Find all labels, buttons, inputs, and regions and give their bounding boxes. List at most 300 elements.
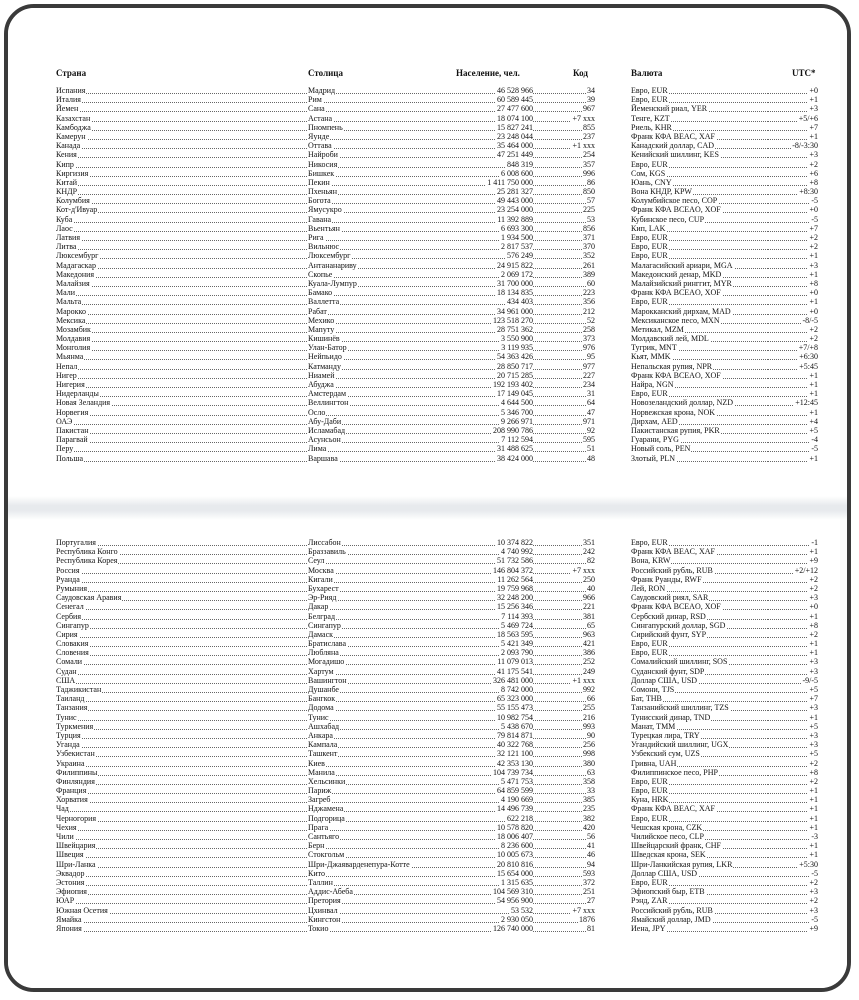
capital-cell-text: Подгорица	[308, 813, 345, 823]
country-cell	[56, 823, 308, 832]
capital-cell-text: Братислава	[308, 639, 347, 649]
country-cell-text: Испания	[56, 86, 86, 95]
capital-cell	[308, 713, 458, 722]
population-cell-text: 23 248 044	[497, 131, 533, 141]
country-cell-text: США	[56, 675, 76, 685]
table-row	[8, 196, 847, 205]
capital-cell-text: Любляна	[308, 648, 339, 658]
utc-cell-text: -8/-3:30	[792, 141, 818, 151]
currency-cell-text: Саудовский риял, SAR	[631, 593, 709, 603]
capital-cell-text: Претория	[308, 896, 341, 906]
utc-cell-text: +3	[809, 905, 818, 915]
code-cell	[533, 362, 595, 371]
code-cell-text: 1876	[579, 914, 595, 924]
population-cell	[458, 316, 533, 325]
country-cell	[56, 850, 308, 859]
population-cell-text: 15 654 000	[497, 868, 533, 878]
code-cell	[533, 538, 595, 547]
utc-cell-text: +2/+12	[794, 565, 818, 575]
utc-cell	[768, 869, 818, 878]
code-cell	[533, 639, 595, 648]
country-cell-text: Перу	[56, 444, 74, 454]
capital-cell-text: Веллингтон	[308, 398, 349, 408]
utc-cell	[768, 104, 818, 113]
population-cell	[458, 759, 533, 768]
utc-cell-text: +1	[809, 648, 818, 658]
country-cell	[56, 915, 308, 924]
code-cell-text: 237	[583, 131, 595, 141]
currency-cell	[631, 132, 768, 141]
currency-cell	[631, 556, 768, 565]
utc-cell	[768, 398, 818, 407]
currency-cell	[631, 832, 768, 841]
table-row	[8, 850, 847, 859]
country-cell	[56, 325, 308, 334]
country-cell	[56, 95, 308, 104]
utc-cell	[768, 841, 818, 850]
utc-cell	[768, 279, 818, 288]
country-cell-text: Нидерланды	[56, 389, 99, 399]
population-cell	[458, 740, 533, 749]
capital-cell-text: Париж	[308, 786, 332, 796]
country-cell-text: Пакистан	[56, 425, 89, 435]
utc-cell-text: +2	[809, 896, 818, 906]
currency-cell	[631, 242, 768, 251]
capital-cell	[308, 694, 458, 703]
table-row	[8, 242, 847, 251]
capital-cell	[308, 749, 458, 758]
table-row	[8, 547, 847, 556]
code-cell-text: 31	[587, 389, 595, 399]
code-cell	[533, 804, 595, 813]
currency-cell	[631, 777, 768, 786]
utc-cell-text: +1	[809, 370, 818, 380]
country-cell-text: Малайзия	[56, 278, 90, 288]
currency-cell	[631, 749, 768, 758]
population-cell-text: 65 323 000	[497, 694, 533, 704]
currency-cell	[631, 759, 768, 768]
population-cell-text: 47 251 449	[497, 150, 533, 160]
capital-cell	[308, 205, 458, 214]
code-cell-text: 60	[587, 278, 595, 288]
currency-cell-text: Сирийский фунт, SYP	[631, 629, 707, 639]
currency-cell	[631, 169, 768, 178]
population-cell-text: 5 469 724	[501, 620, 533, 630]
code-cell-text: 256	[583, 740, 595, 750]
capital-cell-text: Варшава	[308, 453, 338, 463]
population-cell	[458, 694, 533, 703]
country-cell	[56, 316, 308, 325]
code-cell-text: 56	[587, 832, 595, 841]
population-cell	[458, 804, 533, 813]
code-cell-text: 381	[583, 611, 595, 621]
utc-cell	[768, 417, 818, 426]
population-cell	[458, 584, 533, 593]
currency-cell	[631, 288, 768, 297]
population-cell-text: 9 266 971	[501, 416, 533, 426]
capital-cell-text: Эр-Рияд	[308, 593, 337, 603]
code-cell	[533, 417, 595, 426]
country-cell	[56, 731, 308, 740]
country-cell	[56, 924, 308, 933]
code-cell-text: 52	[587, 315, 595, 325]
population-cell	[458, 566, 533, 575]
table-row	[8, 389, 847, 398]
population-cell-text: 60 589 445	[497, 95, 533, 105]
utc-cell-text: +1	[809, 131, 818, 141]
population-cell-text: 10 982 754	[497, 712, 533, 722]
currency-cell-text: Угандийский шиллинг, UGX	[631, 740, 729, 750]
code-cell	[533, 242, 595, 251]
population-cell	[458, 435, 533, 444]
code-cell-text: 90	[587, 730, 595, 740]
currency-cell	[631, 343, 768, 352]
utc-cell	[768, 114, 818, 123]
code-cell-text: +7 xxx	[572, 565, 595, 575]
currency-cell-text: Ямайский доллар, JMD	[631, 914, 711, 924]
capital-cell-text: Таллин	[308, 877, 333, 887]
population-cell	[458, 768, 533, 777]
currency-cell-text: Канадский доллар, CAD	[631, 141, 715, 151]
currency-cell-text: Сомалийский шиллинг, SOS	[631, 657, 728, 667]
capital-cell	[308, 657, 458, 666]
country-cell	[56, 538, 308, 547]
currency-cell	[631, 307, 768, 316]
utc-cell	[768, 887, 818, 896]
country-cell	[56, 777, 308, 786]
population-cell-text: 20 715 285	[497, 370, 533, 380]
code-cell	[533, 444, 595, 453]
country-cell	[56, 205, 308, 214]
table-row	[8, 352, 847, 361]
utc-cell	[768, 814, 818, 823]
capital-cell-text: Дамаск	[308, 629, 334, 639]
code-cell	[533, 270, 595, 279]
population-cell-text: 32 248 200	[497, 593, 533, 603]
utc-cell-text: +0	[809, 306, 818, 316]
country-cell-text: Туркмения	[56, 721, 94, 731]
capital-cell-text: Осло	[308, 407, 326, 417]
currency-cell-text: Франк КФА BCEAO, XOF	[631, 370, 721, 380]
currency-cell-text: Чилийское песо, CLP	[631, 832, 704, 841]
currency-cell	[631, 352, 768, 361]
table-row	[8, 150, 847, 159]
country-cell-text: Чад	[56, 804, 69, 814]
population-cell	[458, 667, 533, 676]
table-row	[8, 878, 847, 887]
country-cell	[56, 804, 308, 813]
capital-cell-text: Ашхабад	[308, 721, 340, 731]
population-cell	[458, 242, 533, 251]
country-cell-text: Йемен	[56, 104, 79, 114]
population-cell	[458, 380, 533, 389]
country-cell	[56, 343, 308, 352]
country-cell	[56, 150, 308, 159]
country-cell	[56, 795, 308, 804]
currency-cell	[631, 804, 768, 813]
utc-cell	[768, 547, 818, 556]
country-cell-text: Непал	[56, 361, 78, 371]
code-cell-text: 46	[587, 850, 595, 860]
code-cell-text: 249	[583, 666, 595, 676]
population-cell-text: 28 751 362	[497, 324, 533, 334]
utc-cell	[768, 408, 818, 417]
population-cell	[458, 850, 533, 859]
code-cell-text: +1 xxx	[572, 141, 595, 151]
capital-cell-text: Исламабад	[308, 425, 346, 435]
currency-cell	[631, 297, 768, 306]
country-cell	[56, 435, 308, 444]
capital-cell-text: Кишинёв	[308, 334, 340, 344]
country-cell	[56, 657, 308, 666]
utc-cell-text: +7/+8	[798, 343, 818, 353]
country-cell	[56, 612, 308, 621]
capital-cell-text: Мехико	[308, 315, 335, 325]
country-cell	[56, 196, 308, 205]
page-bottom	[8, 520, 847, 992]
table-row	[8, 454, 847, 463]
population-cell	[458, 621, 533, 630]
table-row	[8, 731, 847, 740]
code-cell	[533, 869, 595, 878]
code-cell	[533, 740, 595, 749]
utc-cell	[768, 722, 818, 731]
utc-cell	[768, 906, 818, 915]
code-cell	[533, 795, 595, 804]
capital-cell-text: Асунсьон	[308, 435, 341, 445]
currency-cell-text: Злотый, PLN	[631, 453, 676, 463]
population-cell	[458, 178, 533, 187]
code-cell	[533, 630, 595, 639]
population-cell	[458, 150, 533, 159]
country-cell-text: Румыния	[56, 583, 88, 593]
utc-cell-text: +2	[809, 877, 818, 887]
utc-cell-text: +1	[809, 712, 818, 722]
code-cell-text: 385	[583, 795, 595, 805]
table-row	[8, 325, 847, 334]
country-cell	[56, 667, 308, 676]
capital-cell	[308, 389, 458, 398]
currency-cell-text: Новозеландский доллар, NZD	[631, 398, 734, 408]
code-cell-text: 855	[583, 122, 595, 132]
capital-cell-text: Браззавиль	[308, 547, 346, 557]
country-cell	[56, 417, 308, 426]
capital-cell	[308, 150, 458, 159]
code-cell-text: 261	[583, 260, 595, 270]
utc-cell-text: +1	[809, 813, 818, 823]
code-cell-text: 221	[583, 602, 595, 612]
population-cell-text: 8 742 000	[501, 685, 533, 694]
currency-cell-text: Швейцарский франк, CHF	[631, 841, 721, 851]
population-cell	[458, 224, 533, 233]
country-cell	[56, 566, 308, 575]
population-cell-text: 31 488 625	[497, 444, 533, 454]
capital-cell-text: Нейпьидо	[308, 352, 342, 362]
population-cell	[458, 297, 533, 306]
utc-cell	[768, 621, 818, 630]
utc-cell	[768, 832, 818, 841]
code-cell	[533, 196, 595, 205]
table-row	[8, 187, 847, 196]
capital-cell	[308, 251, 458, 260]
country-cell	[56, 713, 308, 722]
currency-cell	[631, 694, 768, 703]
currency-cell	[631, 417, 768, 426]
utc-cell-text: +1	[809, 407, 818, 417]
code-cell-text: 92	[587, 425, 595, 435]
currency-cell	[631, 602, 768, 611]
population-cell	[458, 547, 533, 556]
country-cell	[56, 178, 308, 187]
code-cell	[533, 814, 595, 823]
table-row	[8, 657, 847, 666]
table-row	[8, 343, 847, 352]
utc-cell	[768, 804, 818, 813]
country-cell	[56, 648, 308, 657]
table-row	[8, 288, 847, 297]
population-cell	[458, 444, 533, 453]
utc-cell	[768, 297, 818, 306]
country-cell	[56, 759, 308, 768]
country-cell	[56, 362, 308, 371]
country-cell	[56, 584, 308, 593]
code-cell	[533, 123, 595, 132]
table-row	[8, 575, 847, 584]
country-cell-text: Норвегия	[56, 407, 89, 417]
utc-cell	[768, 389, 818, 398]
code-cell-text: 351	[583, 538, 595, 547]
country-cell	[56, 786, 308, 795]
capital-cell-text: Рабат	[308, 306, 327, 316]
currency-cell	[631, 915, 768, 924]
utc-cell	[768, 630, 818, 639]
currency-cell-text: Евро, EUR	[631, 813, 668, 823]
country-cell	[56, 602, 308, 611]
country-cell	[56, 841, 308, 850]
population-cell	[458, 261, 533, 270]
currency-cell-text: Чешская крона, CZK	[631, 822, 703, 832]
capital-cell-text: Хартум	[308, 666, 334, 676]
country-cell-text: Черногория	[56, 813, 97, 823]
population-cell	[458, 924, 533, 933]
population-cell	[458, 426, 533, 435]
table-row	[8, 417, 847, 426]
currency-cell-text: Франк КФА BEAC, XAF	[631, 804, 715, 814]
capital-cell-text: Валлетта	[308, 297, 340, 307]
utc-cell-text: +5	[809, 685, 818, 694]
capital-cell	[308, 731, 458, 740]
currency-cell	[631, 426, 768, 435]
currency-cell-text: Шведская крона, SEK	[631, 850, 706, 860]
table-row	[8, 924, 847, 933]
currency-cell	[631, 86, 768, 95]
capital-cell	[308, 398, 458, 407]
utc-cell	[768, 759, 818, 768]
capital-cell-text: Астана	[308, 113, 333, 123]
currency-cell	[631, 621, 768, 630]
table-row	[8, 795, 847, 804]
capital-cell-text: Сингапур	[308, 620, 341, 630]
currency-cell-text: Евро, EUR	[631, 86, 668, 95]
population-cell	[458, 160, 533, 169]
population-cell-text: 5 471 753	[501, 776, 533, 786]
utc-cell	[768, 270, 818, 279]
population-cell	[458, 205, 533, 214]
table-row	[8, 896, 847, 905]
currency-cell	[631, 612, 768, 621]
country-cell	[56, 896, 308, 905]
currency-cell-text: Евро, EUR	[631, 639, 668, 649]
population-cell	[458, 86, 533, 95]
code-cell	[533, 389, 595, 398]
currency-cell-text: Сингапурский доллар, SGD	[631, 620, 726, 630]
table-body-bottom	[8, 538, 847, 933]
population-cell	[458, 325, 533, 334]
capital-cell	[308, 343, 458, 352]
utc-cell	[768, 316, 818, 325]
currency-cell-text: Вона, KRW	[631, 556, 671, 566]
code-cell	[533, 566, 595, 575]
utc-cell	[768, 703, 818, 712]
population-cell	[458, 786, 533, 795]
country-cell-text: ЮАР	[56, 896, 75, 906]
capital-cell	[308, 759, 458, 768]
capital-cell	[308, 639, 458, 648]
country-cell	[56, 832, 308, 841]
country-cell-text: Таджикистан	[56, 685, 102, 694]
capital-cell	[308, 804, 458, 813]
country-cell	[56, 454, 308, 463]
code-cell-text: 992	[583, 685, 595, 694]
code-cell	[533, 593, 595, 602]
country-cell	[56, 297, 308, 306]
population-cell-text: 6 693 300	[501, 223, 533, 233]
utc-cell-text: +3	[809, 740, 818, 750]
utc-cell-text: +1	[809, 804, 818, 814]
code-cell	[533, 841, 595, 850]
population-cell-text: 34 961 000	[497, 306, 533, 316]
code-cell	[533, 334, 595, 343]
currency-cell-text: Йеменский риал, YER	[631, 104, 708, 114]
capital-cell	[308, 850, 458, 859]
capital-cell	[308, 288, 458, 297]
currency-cell-text: Кьят, MMK	[631, 352, 671, 362]
code-cell-text: 380	[583, 758, 595, 768]
population-cell	[458, 123, 533, 132]
capital-cell	[308, 242, 458, 251]
capital-cell	[308, 768, 458, 777]
header-country: Страна	[56, 68, 87, 78]
currency-cell	[631, 713, 768, 722]
capital-cell	[308, 869, 458, 878]
table-header	[8, 68, 847, 80]
country-cell-text: Португалия	[56, 538, 96, 547]
table-row	[8, 639, 847, 648]
country-cell-text: ОАЭ	[56, 416, 73, 426]
currency-cell	[631, 233, 768, 242]
code-cell	[533, 307, 595, 316]
utc-cell	[768, 160, 818, 169]
population-cell	[458, 334, 533, 343]
utc-cell-text: +2	[809, 758, 818, 768]
utc-cell	[768, 215, 818, 224]
currency-cell-text: Евро, EUR	[631, 95, 668, 105]
utc-cell	[768, 352, 818, 361]
country-cell-text: Филиппины	[56, 767, 98, 777]
population-cell-text: 123 518 270	[493, 315, 533, 325]
population-cell	[458, 777, 533, 786]
population-cell-text: 55 155 473	[497, 703, 533, 713]
